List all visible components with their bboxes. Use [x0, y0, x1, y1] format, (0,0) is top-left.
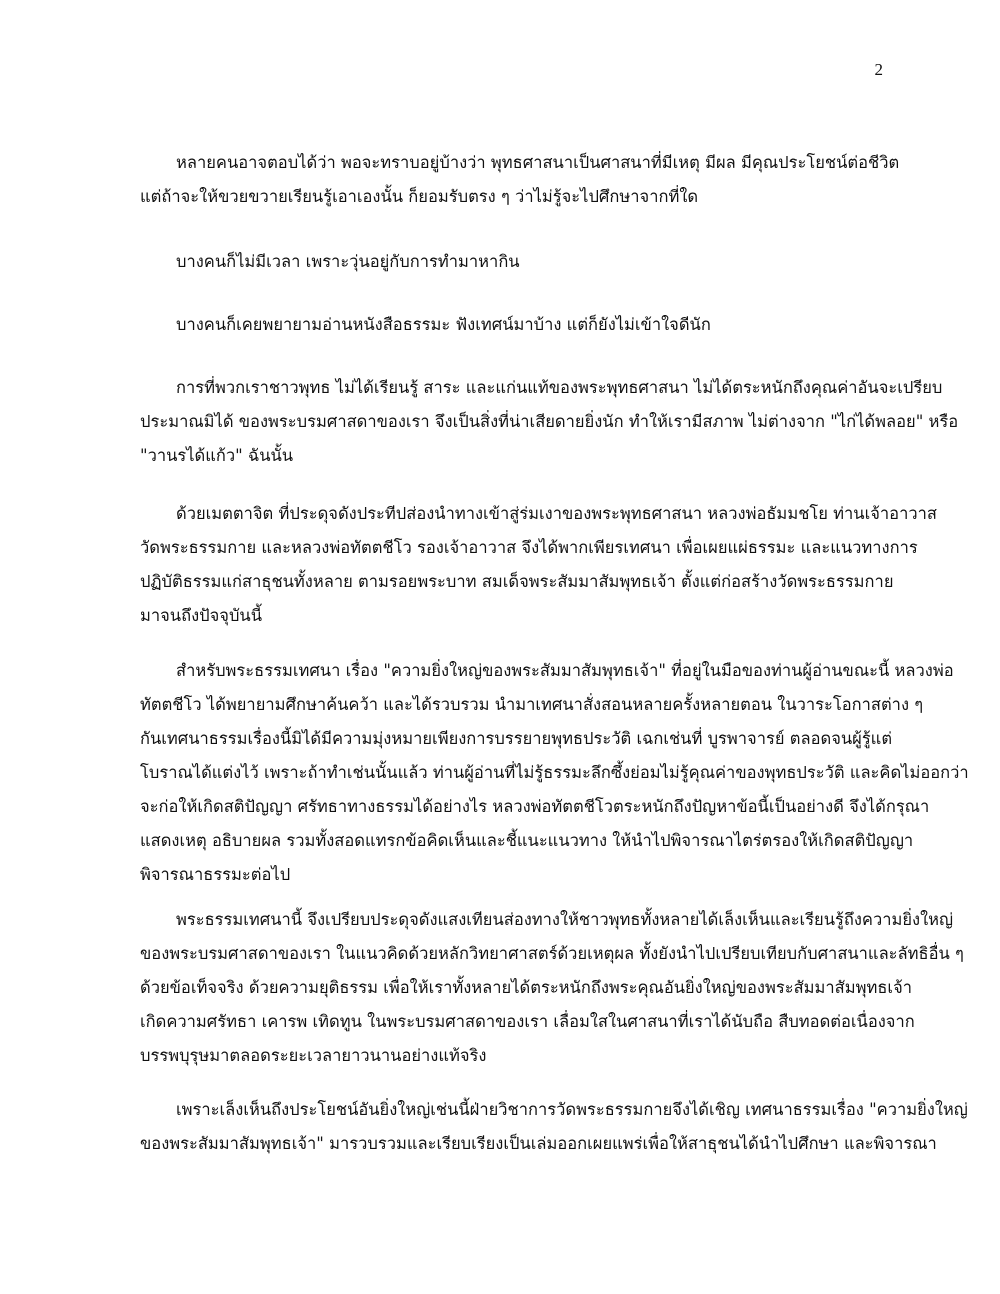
paragraph-5 [140, 497, 937, 633]
paragraph-7 [140, 903, 964, 1073]
paragraph-line: ประมาณมิได้ ของพระบรมศาสดาของเรา จึงเป็นสิ่งที่น่าเสียดายยิ่งนัก ทำให้เรามีสภาพ ไม่ต่างจาก "ไก่ได้พลอย" หรือ [140, 412, 959, 431]
paragraph-8 [140, 1093, 968, 1161]
paragraph-line: "วานรได้แก้ว" ฉันนั้น [140, 446, 294, 465]
paragraph-line: วัดพระธรรมกาย และหลวงพ่อทัตตชีโว รองเจ้าอาวาส จึงได้พากเพียรเทศนา เพื่อเผยแผ่ธรรมะ และแนวทางการ [140, 538, 918, 557]
paragraph-line: มาจนถึงปัจจุบันนี้ [140, 606, 262, 625]
paragraph-line: สำหรับพระธรรมเทศนา เรื่อง "ความยิ่งใหญ่ของพระสัมมาสัมพุทธเจ้า" ที่อยู่ในมือของท่านผู้อ่านขณะนี้ หลวงพ่อ [176, 661, 954, 680]
paragraph-line: หลายคนอาจตอบได้ว่า พอจะทราบอยู่บ้างว่า พุทธศาสนาเป็นศาสนาที่มีเหตุ มีผล มีคุณประโยชน์ต่อชีวิต [176, 153, 900, 172]
paragraph-line: บรรพบุรุษมาตลอดระยะเวลายาวนานอย่างแท้จริง [140, 1046, 487, 1065]
paragraph-4 [140, 371, 959, 473]
paragraph-line: เพราะเล็งเห็นถึงประโยชน์อันยิ่งใหญ่เช่นนี้ฝ่ายวิชาการวัดพระธรรมกายจึงได้เชิญ เทศนาธรรมเรื่อง "ความยิ่งใหญ่ [176, 1100, 968, 1119]
paragraph-line: ด้วยเมตตาจิต ที่ประดุจดังประทีปส่องนำทางเข้าสู่ร่มเงาของพระพุทธศาสนา หลวงพ่อธัมมชโย ท่านเจ้าอาวาส [176, 504, 937, 523]
page-number: 2 [874, 60, 883, 79]
paragraph-line: ปฏิบัติธรรมแก่สาธุชนทั้งหลาย ตามรอยพระบาท สมเด็จพระสัมมาสัมพุทธเจ้า ตั้งแต่ก่อสร้างวัดพระธรรมกาย [140, 572, 894, 591]
paragraph-line: เกิดความศรัทธา เคารพ เทิดทูน ในพระบรมศาสดาของเรา เลื่อมใสในศาสนาที่เราได้นับถือ สืบทอดต่อเนื่องจาก [140, 1012, 915, 1031]
paragraph-line: การที่พวกเราชาวพุทธ ไม่ได้เรียนรู้ สาระ และแก่นแท้ของพระพุทธศาสนา ไม่ได้ตระหนักถึงคุณค่าอันจะเปรียบ [176, 378, 943, 397]
paragraph-2 [140, 245, 900, 279]
paragraph-line: กันเทศนาธรรมเรื่องนี้มิได้มีความมุ่งหมายเพียงการบรรยายพุทธประวัติ เฉกเช่นที่ บูรพาจารย์ ตลอดจนผู้รู้แต่ [140, 729, 893, 748]
paragraph-line: พระธรรมเทศนานี้ จึงเปรียบประดุจดังแสงเทียนส่องทางให้ชาวพุทธทั้งหลายได้เล็งเห็นและเรียนรู้ถึงความยิ่งใหญ่ [176, 910, 954, 929]
paragraph-3 [140, 308, 900, 342]
paragraph-line: ของพระบรมศาสดาของเรา ในแนวคิดด้วยหลักวิทยาศาสตร์ด้วยเหตุผล ทั้งยังนำไปเปรียบเทียบกับศาสนาและลัทธิอื่น ๆ [140, 944, 964, 963]
paragraph-line: แสดงเหตุ อธิบายผล รวมทั้งสอดแทรกข้อคิดเห็นและชี้แนะแนวทาง ให้นำไปพิจารณาไตร่ตรองให้เกิดสติปัญญา [140, 831, 914, 850]
paragraph-line: ด้วยข้อเท็จจริง ด้วยความยุติธรรม เพื่อให้เราทั้งหลายได้ตระหนักถึงพระคุณอันยิ่งใหญ่ของพระสัมมาสัมพุทธเจ้า [140, 978, 913, 997]
paragraph-line: จะก่อให้เกิดสติปัญญา ศรัทธาทางธรรมได้อย่างไร หลวงพ่อทัตตชีโวตระหนักถึงปัญหาข้อนี้เป็นอย่างดี จึงได้กรุณา [140, 797, 930, 816]
paragraph-line: บางคนก็ไม่มีเวลา เพราะวุ่นอยู่กับการทำมาหากิน [176, 252, 520, 271]
paragraph-line: พิจารณาธรรมะต่อไป [140, 865, 291, 884]
paragraph-6 [140, 654, 969, 892]
paragraph-1 [140, 146, 900, 214]
paragraph-line: โบราณได้แต่งไว้ เพราะถ้าทำเช่นนั้นแล้ว ท่านผู้อ่านที่ไม่รู้ธรรมะลึกซึ้งย่อมไม่รู้คุณค่าของพุทธประวัติ และคิดไม่ออกว่า [140, 763, 969, 782]
paragraph-line: บางคนก็เคยพยายามอ่านหนังสือธรรมะ ฟังเทศน์มาบ้าง แต่ก็ยังไม่เข้าใจดีนัก [176, 315, 711, 334]
paragraph-line: แต่ถ้าจะให้ขวยขวายเรียนรู้เอาเองนั้น ก็ยอมรับตรง ๆ ว่าไม่รู้จะไปศึกษาจากที่ใด [140, 187, 699, 206]
paragraph-line: ทัตตชีโว ได้พยายามศึกษาค้นคว้า และได้รวบรวม นำมาเทศนาสั่งสอนหลายครั้งหลายตอน ในวาระโอกาสต่าง ๆ [140, 695, 924, 714]
paragraph-line: ของพระสัมมาสัมพุทธเจ้า" มารวบรวมและเรียบเรียงเป็นเล่มออกเผยแพร่เพื่อให้สาธุชนได้นำไปศึกษา และพิจารณา [140, 1134, 937, 1153]
